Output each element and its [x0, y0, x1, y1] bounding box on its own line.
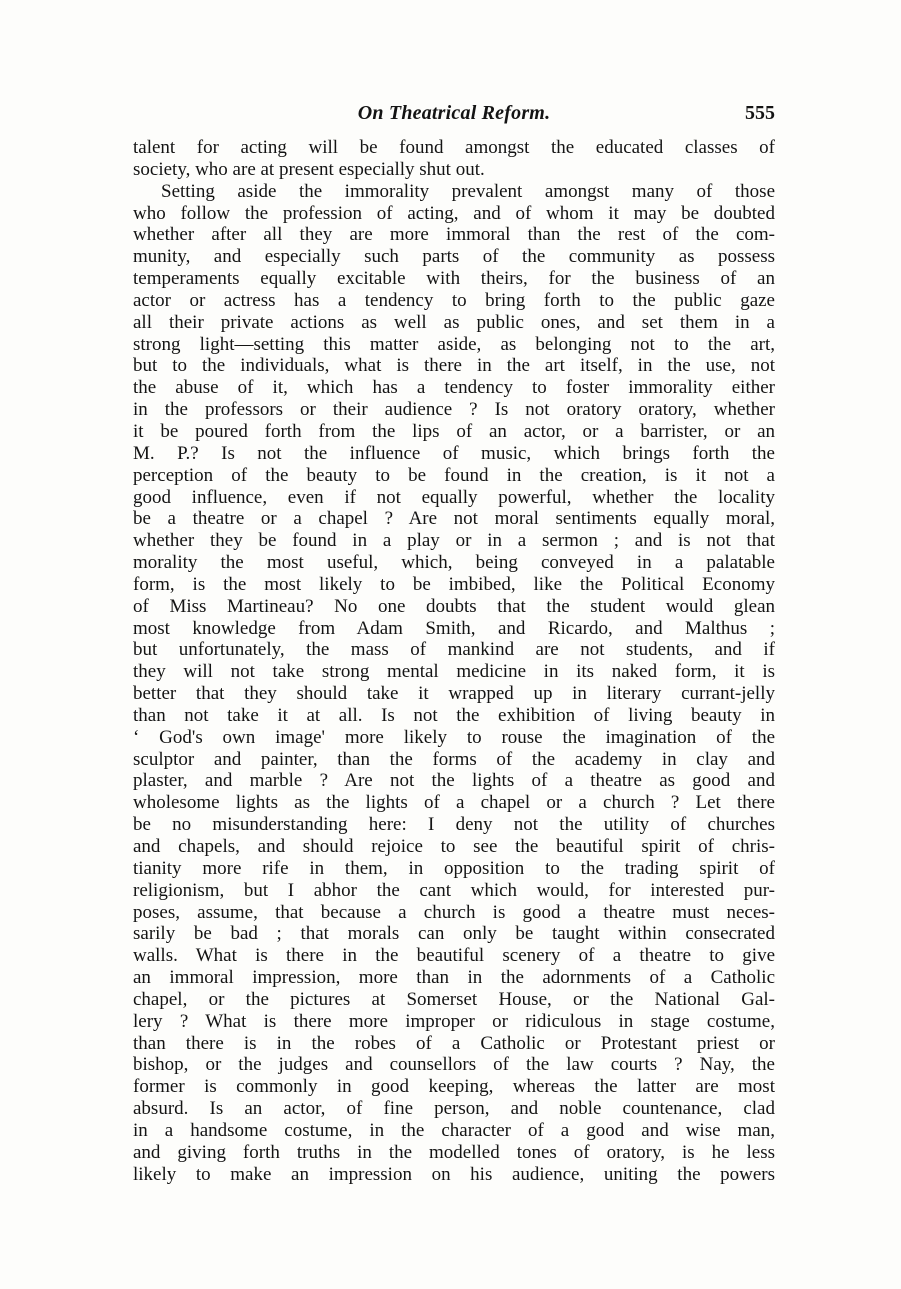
page-number: 555: [745, 102, 775, 124]
text-line: better that they should take it wrapped up in literary currant-jelly: [133, 683, 775, 705]
text-line: they will not take strong mental medicine in its naked form, it is: [133, 661, 775, 683]
text-line: good influence, even if not equally powerful, whether the locality: [133, 486, 775, 508]
text-line: in a handsome costume, in the character of a good and wise man,: [133, 1119, 775, 1141]
text-line: morality the most useful, which, being conveyed in a palatable: [133, 552, 775, 574]
running-head: [133, 98, 775, 128]
text-line: actor or actress has a tendency to bring forth to the public gaze: [133, 289, 775, 311]
text-line: whether after all they are more immoral than the rest of the com-: [133, 224, 775, 246]
text-line: of Miss Martineau? No one doubts that the student would glean: [133, 595, 775, 617]
text-line: and giving forth truths in the modelled tones of oratory, is he less: [133, 1141, 775, 1163]
text-line: be a theatre or a chapel ? Are not moral sentiments equally moral,: [133, 508, 775, 530]
text-line: than there is in the robes of a Catholic or Protestant priest or: [133, 1032, 775, 1054]
text-line: plaster, and marble ? Are not the lights of a theatre as good and: [133, 770, 775, 792]
text-line: sculptor and painter, than the forms of the academy in clay and: [133, 748, 775, 770]
text-line: absurd. Is an actor, of fine person, and noble countenance, clad: [133, 1098, 775, 1120]
text-line: but unfortunately, the mass of mankind are not students, and if: [133, 639, 775, 661]
text-line: religionism, but I abhor the cant which would, for interested pur-: [133, 879, 775, 901]
text-line: Setting aside the immorality prevalent amongst many of those: [161, 180, 775, 202]
text-line: strong light—setting this matter aside, as belonging not to the art,: [133, 333, 775, 355]
text-line: walls. What is there in the beautiful scenery of a theatre to give: [133, 945, 775, 967]
text-line: form, is the most likely to be imbibed, like the Political Economy: [133, 573, 775, 595]
text-line: it be poured forth from the lips of an actor, or a barrister, or an: [133, 420, 775, 442]
text-line: than not take it at all. Is not the exhibition of living beauty in: [133, 704, 775, 726]
text-line: munity, and especially such parts of the community as possess: [133, 246, 775, 268]
body-text: [133, 137, 775, 1186]
text-line: perception of the beauty to be found in the creation, is it not a: [133, 464, 775, 486]
text-line: and chapels, and should rejoice to see the beautiful spirit of chris-: [133, 836, 775, 857]
text-line: lery ? What is there more improper or ridiculous in stage costume,: [133, 1010, 775, 1032]
running-title: On Theatrical Reform.: [357, 102, 551, 124]
text-line: be no misunderstanding here: I deny not the utility of churches: [133, 814, 775, 836]
text-line: who follow the profession of acting, and of whom it may be doubted: [133, 202, 775, 224]
text-line: poses, assume, that because a church is good a theatre must neces-: [133, 901, 775, 923]
text-line: wholesome lights as the lights of a chapel or a church ? Let there: [133, 792, 775, 814]
text-line: former is commonly in good keeping, whereas the latter are most: [133, 1076, 775, 1098]
text-line: an immoral impression, more than in the adornments of a Catholic: [133, 967, 775, 989]
text-line: bishop, or the judges and counsellors of the law courts ? Nay, the: [133, 1054, 775, 1076]
text-line: all their private actions as well as public ones, and set them in a: [133, 311, 775, 333]
text-line: talent for acting will be found amongst the educated classes of: [133, 137, 775, 158]
text-line: ‘ God's own image' more likely to rouse the imagination of the: [133, 726, 775, 748]
text-line: whether they be found in a play or in a sermon ; and is not that: [133, 530, 775, 552]
text-line: in the professors or their audience ? Is not oratory oratory, whether: [133, 399, 775, 421]
text-line: society, who are at present especially shut out.: [133, 158, 485, 180]
text-line: likely to make an impression on his audience, uniting the powers: [133, 1163, 775, 1185]
text-line: sarily be bad ; that morals can only be taught within consecrated: [133, 923, 775, 945]
text-line: chapel, or the pictures at Somerset House, or the National Gal-: [133, 988, 775, 1010]
text-line: most knowledge from Adam Smith, and Ricardo, and Malthus ;: [133, 617, 775, 639]
text-line: but to the individuals, what is there in the art itself, in the use, not: [133, 355, 775, 377]
text-line: the abuse of it, which has a tendency to foster immorality either: [133, 377, 775, 399]
text-line: tianity more rife in them, in opposition to the trading spirit of: [133, 857, 775, 879]
text-line: temperaments equally excitable with theirs, for the business of an: [133, 268, 775, 290]
text-line: M. P.? Is not the influence of music, which brings forth the: [133, 442, 775, 464]
